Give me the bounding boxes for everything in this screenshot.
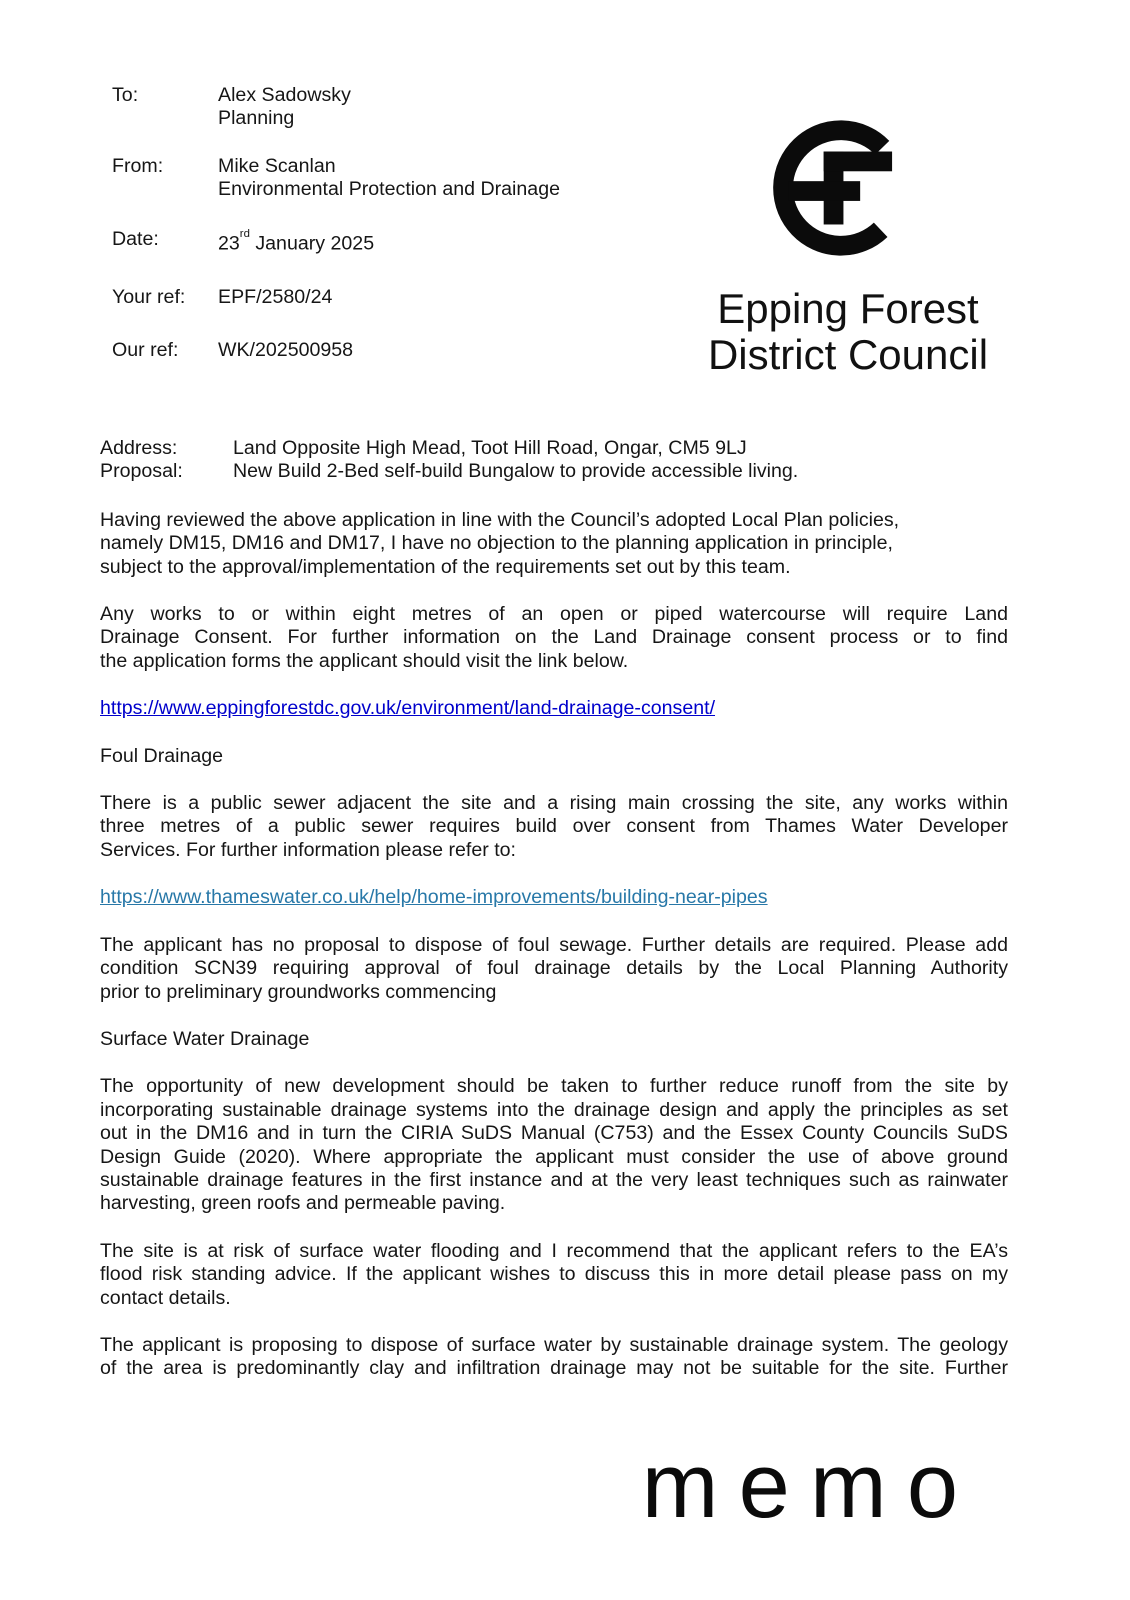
memo-wordmark: memo xyxy=(641,1435,979,1537)
to-department: Planning xyxy=(218,107,295,130)
date-value xyxy=(218,228,374,256)
text-line: There is a public sewer adjacent the site and a rising main crossing the site, any works within xyxy=(100,792,1008,815)
text-line: the application forms the applicant should visit the link below. xyxy=(100,649,629,672)
text-line: condition SCN39 requiring approval of foul drainage details by the Local Planning Authority xyxy=(100,957,1008,980)
text-line: The applicant is proposing to dispose of surface water by sustainable drainage system. The geology xyxy=(100,1333,1008,1356)
text-line: The applicant has no proposal to dispose of foul sewage. Further details are required. Please add xyxy=(100,933,1008,956)
text-line: three metres of a public sewer requires build over consent from Thames Water Developer xyxy=(100,815,1008,838)
field-date xyxy=(112,228,560,256)
text-line: subject to the approval/implementation of the requirements set out by this team. xyxy=(100,555,791,578)
text-line: The site is at risk of surface water flooding and I recommend that the applicant refers to the EA’s xyxy=(100,1239,1008,1262)
date-label: Date: xyxy=(112,227,159,250)
paragraph-review xyxy=(100,509,1008,579)
text-line: Services. For further information please refer to: xyxy=(100,838,516,861)
field-to xyxy=(112,84,560,131)
date-rest: January 2025 xyxy=(249,232,375,255)
from-name: Mike Scanlan xyxy=(218,154,336,177)
application-reference xyxy=(100,437,1008,484)
paragraph-suds xyxy=(100,1075,1008,1215)
text-line: Any works to or within eight metres of an open or piped watercourse will require Land xyxy=(100,603,1008,626)
text-line: Design Guide (2020). Where appropriate the applicant must consider the use of above ground xyxy=(100,1145,1008,1168)
address-row xyxy=(100,437,1008,460)
proposal-row xyxy=(100,460,1008,483)
proposal-label: Proposal: xyxy=(100,460,183,483)
date-day: 23 xyxy=(218,232,240,255)
council-name-line1: Epping Forest xyxy=(717,285,979,332)
field-from xyxy=(112,155,560,202)
paragraph-public-sewer xyxy=(100,792,1008,862)
council-name-line2: District Council xyxy=(707,331,989,378)
text-line: contact details. xyxy=(100,1286,231,1309)
text-line: out in the DM16 and in turn the CIRIA SuDS Manual (C753) and the Essex County Councils SuDS xyxy=(100,1122,1008,1145)
proposal-value: New Build 2-Bed self-build Bungalow to provide accessible living. xyxy=(233,460,799,483)
your-ref-value: EPF/2580/24 xyxy=(218,285,333,308)
memo-body xyxy=(100,437,1008,1405)
paragraph-land-drainage xyxy=(100,603,1008,673)
council-logo-block xyxy=(655,112,1041,378)
council-name xyxy=(655,286,1041,378)
text-line: namely DM15, DM16 and DM17, I have no objection to the planning application in principle, xyxy=(100,532,893,555)
our-ref-value: WK/202500958 xyxy=(218,338,354,361)
memo-header-fields xyxy=(112,84,560,362)
to-name: Alex Sadowsky xyxy=(218,84,351,106)
foul-drainage-heading: Foul Drainage xyxy=(100,744,224,767)
to-label: To: xyxy=(112,84,139,106)
text-line: flood risk standing advice. If the applicant wishes to discuss this in more detail please pass on my xyxy=(100,1263,1008,1286)
land-drainage-consent-link[interactable]: https://www.eppingforestdc.gov.uk/environment/land-drainage-consent/ xyxy=(100,697,716,720)
field-your-ref xyxy=(112,286,560,309)
epping-forest-logo-icon xyxy=(769,112,927,264)
your-ref-label: Your ref: xyxy=(112,285,186,308)
paragraph-geology xyxy=(100,1334,1008,1381)
surface-water-heading: Surface Water Drainage xyxy=(100,1027,310,1050)
date-ordinal: rd xyxy=(239,227,250,240)
our-ref-label: Our ref: xyxy=(112,338,179,361)
text-line: sustainable drainage features in the first instance and at the very least techniques such as rainwater xyxy=(100,1168,1008,1191)
paragraph-foul-sewage xyxy=(100,934,1008,1004)
text-line: prior to preliminary groundworks commencing xyxy=(100,980,497,1003)
paragraph-flood-risk xyxy=(100,1240,1008,1310)
text-line: Having reviewed the above application in line with the Council’s adopted Local Plan policies, xyxy=(100,508,900,531)
text-line: The opportunity of new development should be taken to further reduce runoff from the site by xyxy=(100,1075,1008,1098)
field-our-ref xyxy=(112,339,560,362)
thames-water-link-line xyxy=(100,886,1008,909)
address-value: Land Opposite High Mead, Toot Hill Road, Ongar, CM5 9LJ xyxy=(233,437,747,459)
address-label: Address: xyxy=(100,437,178,459)
from-label: From: xyxy=(112,154,164,177)
text-line: of the area is predominantly clay and infiltration drainage may not be suitable for the site. Further xyxy=(100,1357,1008,1380)
land-drainage-link-line xyxy=(100,697,1008,720)
text-line: harvesting, green roofs and permeable paving. xyxy=(100,1192,506,1215)
text-line: Drainage Consent. For further information on the Land Drainage consent process or to find xyxy=(100,626,1008,649)
from-department: Environmental Protection and Drainage xyxy=(218,178,561,201)
thames-water-link[interactable]: https://www.thameswater.co.uk/help/home-improvements/building-near-pipes xyxy=(100,886,768,909)
text-line: incorporating sustainable drainage systems into the drainage design and apply the principles as set xyxy=(100,1098,1008,1121)
